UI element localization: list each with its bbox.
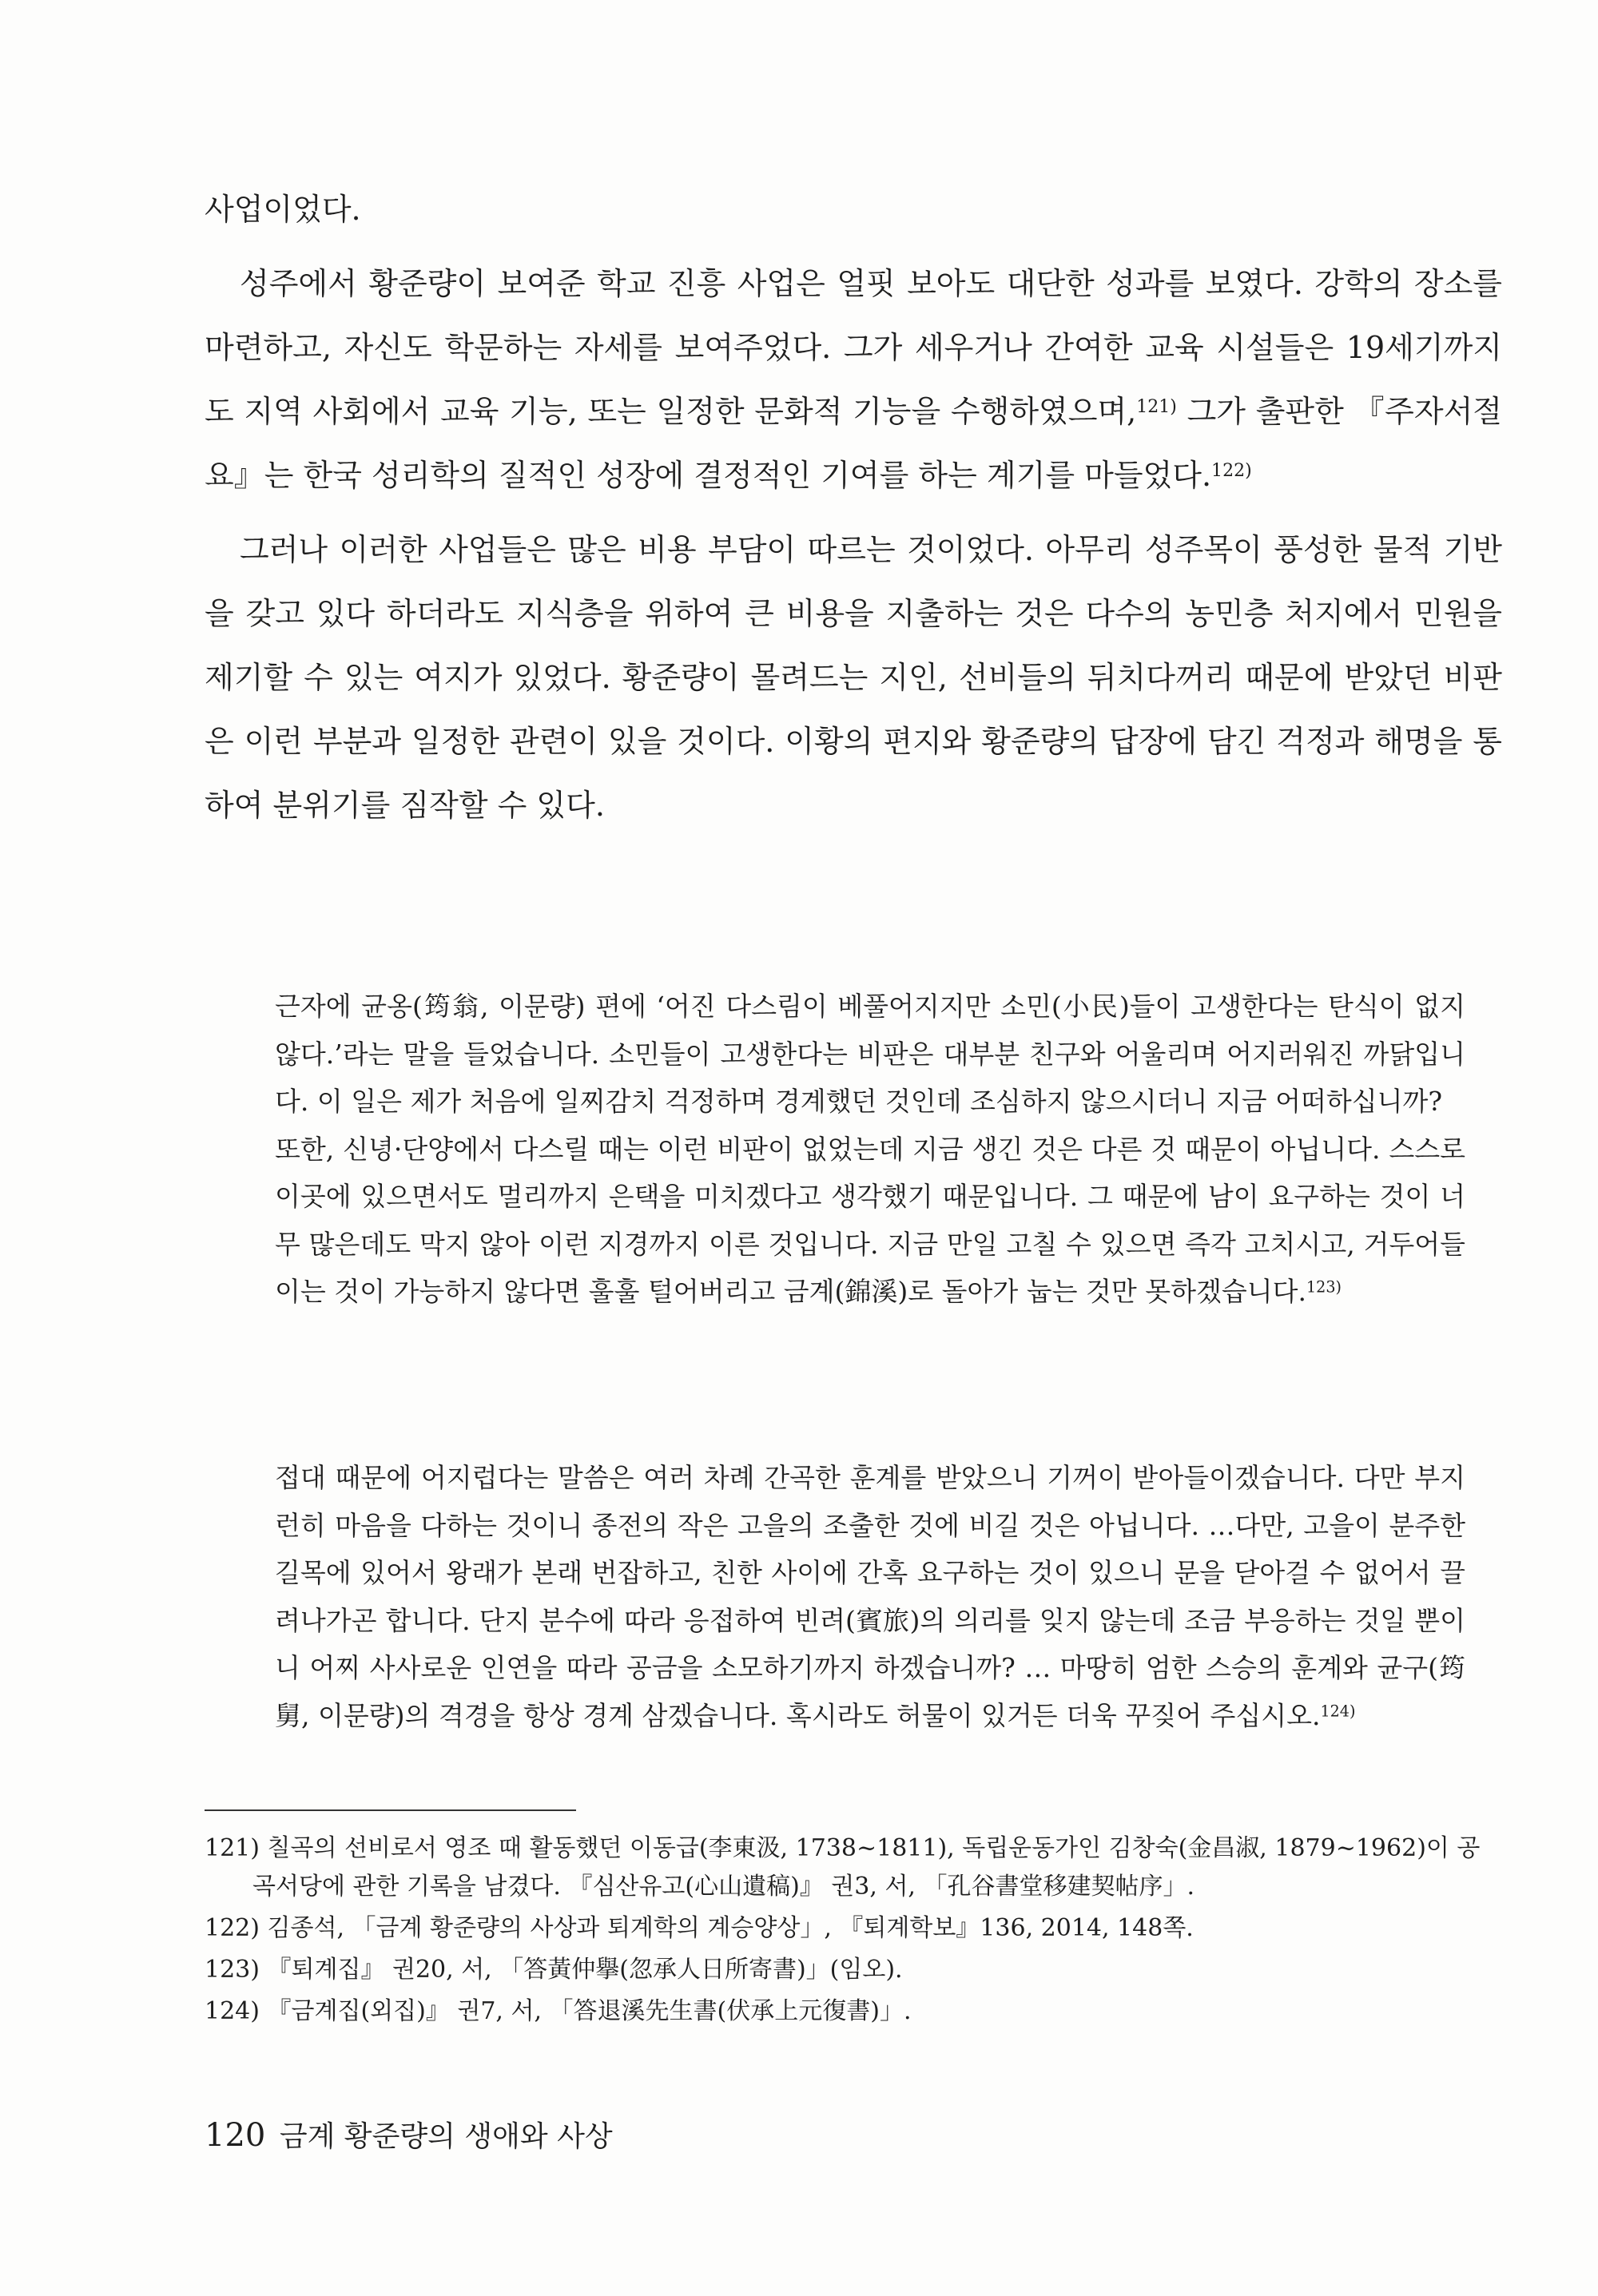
footnote-ref-123: 123) [1306, 1277, 1342, 1297]
block-quote-1-para-a: 근자에 균옹(筠翁, 이문량) 편에 ‘어진 다스림이 베풀어지지만 소민(小民)들이 고생한다는 탄식이 없지 않다.’라는 말을 들었습니다. 소민들이 고생한다는 비판은 대부분 친구와 어울리며 어지러워진 까닭입니다. 이 일은 제가 처음에 일찌감치 걱정하며 경계했던 것인데 조심하지 않으시더니 지금 어떠하십니까? [275, 991, 1465, 1117]
page-number: 120 [205, 2117, 266, 2154]
paragraph-1-text: 성주에서 황준량이 보여준 학교 진흥 사업은 얼핏 보아도 대단한 성과를 보였다. 강학의 장소를 마련하고, 자신도 학문하는 자세를 보여주었다. 그가 세우거나 간여한 교육 시설들은 19세기까지도 지역 사회에서 교육 기능, 또는 일정한 문화적 기능을 수행하였으며, [205, 266, 1502, 429]
block-quote-2 [275, 1454, 1465, 1739]
paragraph-2: 그러나 이러한 사업들은 많은 비용 부담이 따르는 것이었다. 아무리 성주목이 풍성한 물적 기반을 갖고 있다 하더라도 지식층을 위하여 큰 비용을 지출하는 것은 다수의 농민층 처지에서 민원을 제기할 수 있는 여지가 있었다. 황준량이 몰려드는 지인, 선비들의 뒤치다꺼리 때문에 받았던 비판은 이런 부분과 일정한 관련이 있을 것이다. 이황의 편지와 황준량의 답장에 담긴 걱정과 해명을 통하여 분위기를 짐작할 수 있다. [205, 532, 1502, 823]
block-quote-2-para [275, 1454, 1465, 1739]
main-text [205, 177, 1502, 848]
footnote-ref-122: 122) [1211, 460, 1252, 481]
footnote-121: 121) 칠곡의 선비로서 영조 때 활동했던 이동급(李東汲, 1738~1811), 독립운동가인 김창숙(金昌淑, 1879~1962)이 공곡서당에 관한 기록을 남겼다. 『심산유고(心山遺稿)』 권3, 서, 「孔谷書堂移建契帖序」. [205, 1834, 1481, 1901]
paragraph-1-text-b: 그가 출판한 『주자서절요』는 한국 성리학의 질적인 성장에 결정적인 기여를 하는 계기를 마들었다. [205, 394, 1502, 493]
paragraph-0: 사업이었다. [205, 192, 361, 227]
footnotes [205, 1829, 1502, 2034]
paragraph-1 [205, 252, 1502, 507]
running-footer [205, 2115, 613, 2157]
footnote-ref-124: 124) [1320, 1701, 1356, 1720]
block-quote-2-text: 접대 때문에 어지럽다는 말씀은 여러 차례 간곡한 훈계를 받았으니 기꺼이 받아들이겠습니다. 다만 부지런히 마음을 다하는 것이니 종전의 작은 고을의 조출한 것에 비길 것은 아닙니다. …다만, 고을이 분주한 길목에 있어서 왕래가 본래 번잡하고, 친한 사이에 간혹 요구하는 것이 있으니 문을 닫아걸 수 없어서 끌려나가곤 합니다. 단지 분수에 따라 응접하여 빈려(賓旅)의 의리를 잊지 않는데 조금 부응하는 것일 뿐이니 어찌 사사로운 인연을 따라 공금을 소모하기까지 하겠습니까? … 마땅히 엄한 스승의 훈계와 균구(筠舅, 이문량)의 격경을 항상 경계 삼겠습니다. 혹시라도 허물이 있거든 더욱 꾸짖어 주십시오. [275, 1462, 1465, 1731]
block-quote-1-para-b-text: 또한, 신녕·단양에서 다스릴 때는 이런 비판이 없었는데 지금 생긴 것은 다른 것 때문이 아닙니다. 스스로 이곳에 있으면서도 멀리까지 은택을 미치겠다고 생각했기 때문입니다. 그 때문에 남이 요구하는 것이 너무 많은데도 막지 않아 이런 지경까지 이른 것입니다. 지금 만일 고칠 수 있으면 즉각 고치시고, 거두어들이는 것이 가능하지 않다면 훌훌 털어버리고 금계(錦溪)로 돌아가 눕는 것만 못하겠습니다. [275, 1133, 1465, 1307]
block-quote-1-para-b [275, 1126, 1465, 1316]
footnote-ref-121: 121) [1136, 396, 1177, 417]
footnote-divider [205, 1809, 576, 1811]
footnote-124: 124) 『금계집(외집)』 권7, 서, 「答退溪先生書(伏承上元復書)」. [205, 1997, 912, 2025]
footnote-122: 122) 김종석, 「금계 황준량의 사상과 퇴계학의 계승양상」, 『퇴계학보』136, 2014, 148쪽. [205, 1914, 1194, 1942]
footnote-123: 123) 『퇴계집』 권20, 서, 「答黃仲擧(忽承人日所寄書)」(임오). [205, 1956, 903, 1984]
book-title: 금계 황준량의 생애와 사상 [279, 2120, 613, 2153]
block-quote-1 [275, 983, 1465, 1316]
